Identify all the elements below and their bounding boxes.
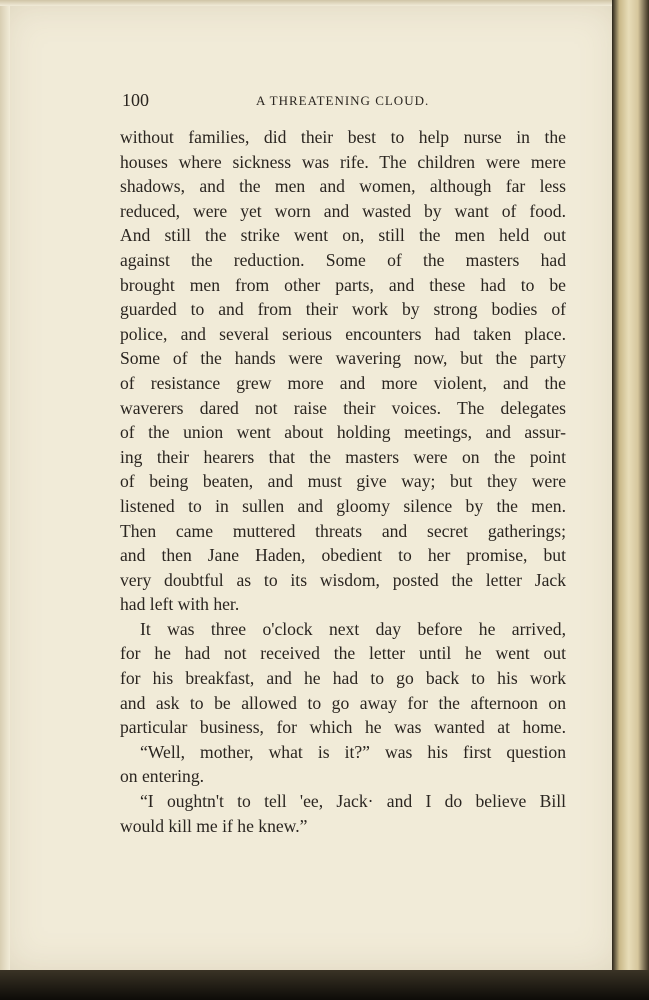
text-line: Then came muttered threats and secret gatherings; bbox=[120, 520, 566, 541]
text-line: without families, did their best to help nurse in the bbox=[120, 127, 566, 147]
running-title: A THREATENING CLOUD. bbox=[256, 93, 430, 108]
text-line: “I oughtn't to tell 'ee, Jack· and I do believe Bill bbox=[140, 791, 566, 812]
page-top-edge bbox=[0, 0, 622, 6]
text-line: ing their hearers that the masters were on the point bbox=[120, 446, 566, 467]
text-line: against the reduction. Some of the masters had bbox=[120, 249, 566, 270]
text-line: houses where sickness was rife. The children were mere bbox=[120, 151, 566, 172]
text-line: “Well, mother, what is it?” was his first question bbox=[140, 741, 566, 762]
text-line: very doubtful as to its wisdom, posted the letter Jack bbox=[120, 569, 566, 590]
text-line: reduced, were yet worn and wasted by want of food. bbox=[120, 200, 566, 221]
page-bottom-shadow bbox=[0, 970, 649, 1000]
text-line: shadows, and the men and women, although far less bbox=[120, 176, 566, 197]
text-line: of resistance grew more and more violent, and the bbox=[120, 372, 566, 393]
text-line: for he had not received the letter until he went out bbox=[120, 643, 566, 664]
text-line: police, and several serious encounters had taken place. bbox=[120, 323, 566, 344]
page-header bbox=[122, 90, 572, 112]
page-left-edge bbox=[0, 0, 10, 975]
text-line: of the union went about holding meetings, and assur- bbox=[120, 422, 566, 443]
text-line: would kill me if he knew.” bbox=[120, 815, 308, 836]
text-line: and ask to be allowed to go away for the afternoon on bbox=[120, 692, 566, 713]
text-line: guarded to and from their work by strong bodies of bbox=[120, 299, 566, 320]
text-line: of being beaten, and must give way; but they were bbox=[120, 471, 566, 492]
text-line: waverers dared not raise their voices. The delegates bbox=[120, 397, 566, 418]
text-line: It was three o'clock next day before he arrived, bbox=[140, 618, 566, 639]
text-line: had left with her. bbox=[120, 594, 240, 615]
text-line: listened to in sullen and gloomy silence by the men. bbox=[120, 495, 566, 516]
text-line: particular business, for which he was wanted at home. bbox=[120, 717, 566, 738]
text-line: Some of the hands were wavering now, but the party bbox=[120, 348, 566, 369]
text-line: and then Jane Haden, obedient to her promise, but bbox=[120, 545, 566, 566]
text-line: brought men from other parts, and these had to be bbox=[120, 274, 566, 295]
book-binding bbox=[612, 0, 649, 1000]
text-line: for his breakfast, and he had to go back to his work bbox=[120, 668, 566, 689]
text-line: And still the strike went on, still the men held out bbox=[120, 225, 566, 246]
page-number: 100 bbox=[122, 90, 149, 110]
body-text bbox=[120, 125, 566, 838]
text-line: on entering. bbox=[120, 766, 205, 787]
